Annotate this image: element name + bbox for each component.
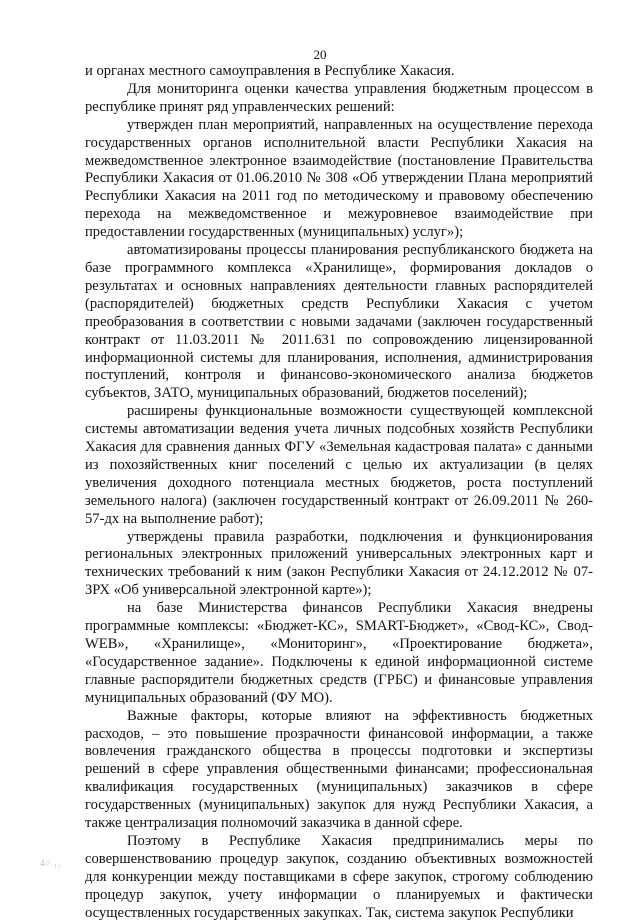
- corner-mark: 4∕∕ ₁₂: [40, 858, 63, 868]
- paragraph-action-plan: утвержден план мероприятий, направленных на осуществление перехода государственных органов исполнительной власти Республики Хакасия на межведомственное электронное взаимодействие (постановление Правительства Республики Хакасия от 01.06.2010 № 308 «Об утверждении Плана мероприятий Республики Хакасия на 2011 год по методическому и правовому обеспечению перехода на межведомственное и межуровневое взаимодействие при предоставлении государственных (муниципальных) услуг»);: [85, 116, 593, 241]
- paragraph-electronic-cards: утверждены правила разработки, подключения и функционирования региональных электронных приложений универсальных электронных карт и технических требований к ним (закон Республики Хакасия от 24.12.2012 № 07-ЗРХ «Об универсальной электронной карте»);: [85, 528, 593, 599]
- page-number: 20: [313, 47, 327, 62]
- paragraph-continuation: и органах местного самоуправления в Республике Хакасия.: [85, 63, 455, 79]
- paragraph-budget-automation: автоматизированы процессы планирования республиканского бюджета на базе программного комплекса «Хранилище», формирования докладов о результатах и основных направлениях деятельности главных распорядителей (распорядителей) бюджетных средств Республики Хакасия с учетом преобразования в соответствии с новыми задачами (заключен государственный контракт от 11.03.2011 № 2011.631 по сопровождению лицензированной информационной системы для планирования, исполнения, администрирования поступлений, контроля и финансово-экономического анализа бюджетов субъектов, ЗАТО, муниципальных образований, бюджетов поселений);: [85, 242, 593, 402]
- paragraph-software-systems: на базе Министерства финансов Республики Хакасия внедрены программные комплексы: «Бюджет-КС», SMART-Бюджет», «Свод-КС», Свод-WEB», «Хранилище», «Мониторинг», «Проектирование бюджета», «Государственное задание». Подключены к единой информационной системе главные распорядители бюджетных средств (ГРБС) и финансовые управления муниципальных образований (ФУ МО).: [85, 600, 593, 706]
- document-body: [85, 63, 593, 923]
- paragraph-monitoring-intro: Для мониторинга оценки качества управления бюджетным процессом в республике принят ряд управленческих решений:: [85, 80, 593, 115]
- paragraph-procurement: Поэтому в Республике Хакасия предпринимались меры по совершенствованию процедур закупок, созданию объективных возможностей для конкуренции между поставщиками в сфере закупок, строгому соблюдению процедур закупок, учету информации о планируемых и фактически осуществленных государственных закупках. Так, система закупок Республики: [85, 832, 593, 921]
- paragraph-accounting-system: расширены функциональные возможности существующей комплексной системы автоматизации ведения учета личных подсобных хозяйств Республики Хакасия для сравнения данных ФГУ «Земельная кадастровая палата» с данными из похозяйственных книг поселений с целью их актуализации (в целях увеличения доходного потенциала местных бюджетов, роста поступлений земельного налога) (заключен государственный контракт от 26.09.2011 № 260-57-дх на выполнение работ);: [85, 403, 593, 527]
- paragraph-important-factors: Важные факторы, которые влияют на эффективность бюджетных расходов, – это повышение прозрачности финансовой информации, а также вовлечения гражданского общества в процессы подготовки и экспертизы решений в сфере управления общественными финансами; профессиональная квалификация государственных (муниципальных) заказчиков в сфере государственных (муниципальных) закупок для нужд Республики Хакасия, а также централизация полномочий заказчика в данной сфере.: [85, 707, 593, 832]
